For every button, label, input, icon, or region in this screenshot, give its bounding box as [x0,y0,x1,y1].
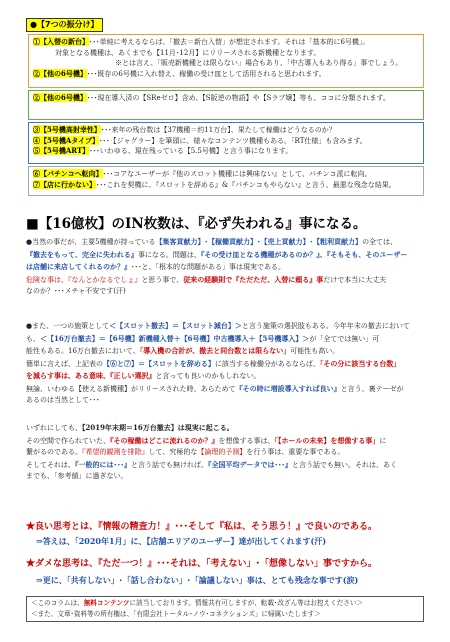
text-run: と言う話でも無い。それは、あく [292,460,397,469]
highlight-run: 『撤去をもって、完全に失われる』 [26,249,138,259]
item-no-visit [33,180,419,191]
text-run: と思う事で、 [141,275,184,284]
text-line [26,274,424,287]
item-text: ･･･既存の6号機に入れ替え、稼働の受け皿として活用されると思われます。 [86,69,326,78]
item-label: ④【5号機Aタイプ】 [33,135,100,145]
item-new-machines [33,37,419,48]
item-5gou-art [33,146,419,157]
warning-run: 「【ホールの未来】を想像する事」 [274,435,380,445]
warning-run: を減らす事は、ある意味、『正しい選択』 [26,371,156,380]
warning-run: 「導入機の合計が、撤去と同台数とは限らない」 [139,346,291,355]
item-text: ･･･単純に考えるならば、「撤去＝新台入替」が想定されます。それは「基本的に6号機」。 [89,38,370,46]
text-run: 簡単に言えば、上記表の [26,359,103,368]
text-run: ●当然の事だが、主要5機種が持っている [26,238,156,246]
text-line [26,447,424,459]
text-run: 事になる。問題は、 [137,250,201,259]
text-run: の全ては、 [362,238,398,246]
text-run: いずれにしても、 [26,424,82,432]
text-run: を行う事は、重要な事である。 [246,448,345,456]
text-run: 繋がるのである。 [26,448,82,456]
bad-thinking-note: ⇒更に、「共有しない」･「話し合わない」･「論議しない」事は、とても残念な事です(涙) [36,575,359,585]
item-text: ･･･来年の残台数は【37機種＝約11万台】、果たして稼働はどうなるのか？ [100,126,336,134]
text-run: は現実に起こる。 [177,423,234,432]
warning-run: 『その稼働はどこに流れるのか？』 [110,435,219,445]
text-line [26,286,424,298]
highlight-run: 『一般的には･･･』 [75,459,131,469]
item-other-6gou [33,69,419,80]
text-line [26,236,424,249]
text-line [26,422,424,435]
text-line [26,459,424,472]
item-label: ⑤【5号機ART】 [33,146,90,155]
item-label: ⑥【パチンコへ転向】 [33,169,103,178]
text-line [26,261,424,274]
item-text: ･･･【ジャグラー】を筆頭に、様々なコンテンツ機種もある。「RT仕様」も含みます。 [99,136,367,145]
item-label: ②【他の6号機】 [33,93,87,102]
item-note: ※とは言え、「販売新機種とは限らない」場合もあり、「中古導入もあり得る」事でしょう。 [115,59,403,67]
bad-thinking-heading: ★ダメな思考は、『ただ一つ！』･･･それは、「考えない」･「想像しない」事ですから。 [26,559,378,569]
item-label: ③【5号機高射幸性】 [33,125,101,134]
text-run: までも、「参考値」に過ぎない。 [26,472,128,480]
copyright-notice [26,596,424,622]
text-line [26,471,424,483]
highlight-run: ＜【スロット撤去】＝【スロット減台】＞ [109,321,242,330]
paragraph-lost-contribution [26,236,424,298]
warning-run: 危険な事は、『なんとかなるでしょ』 [26,275,142,284]
classification-box-other-6gou [28,90,424,120]
item-text: ･･･現在導入済の【SReゼロ】含め、【S阪逆の物語】や【Sラブ嬢】等も、ココに分類されます。 [86,94,390,102]
item-label: ⑦【店に行かない】 [33,179,96,189]
highlight-run: ＜【16万台撤去】＝【6号機】新機種入替＋【6号機】中古機導入＋【5号機導入】＞ [40,333,310,343]
classification-box-leaving [28,166,424,196]
text-run: を想像する事は、 [218,436,275,445]
item-note: 対象となる機種は、あくまでも【11月･12月】にリリースされる新機種となります。 [55,48,321,57]
warning-run: 【論理的予測】 [197,448,247,456]
item-text: ･･･コアなユーザーが『他のスロット機種には興味ない』として、パチンコ派に転向。 [102,170,372,178]
text-run: に該当する稼働分があるならば、 [214,359,320,368]
item-other-6gou-detail [33,93,419,104]
item-label: ②【他の6号機】 [33,68,87,78]
text-run: ･･･と、「根本的な問題がある」事は現実である。 [131,263,285,271]
text-run: あるのは当然として･･･ [26,396,100,404]
paragraph-future [26,422,424,483]
highlight-run: 『その時に増設導入すれば良い』 [235,383,341,393]
warning-run: 『希望的観測を排除』 [82,448,149,456]
text-line [26,345,424,358]
text-run: そしてそれは、 [26,460,75,469]
paragraph-reduce-units [26,320,424,407]
text-line [26,358,424,371]
section-tag: ●【7つの振分け】 [26,18,103,32]
text-line [26,333,424,346]
notice-line: ＜また、文章･資料等の所有権は、「有限会社トータル･ノウ･コネクションズ」に帰属いたします＞ [31,610,321,618]
text-run: と言う施策の選択肢もある。今年年末の撤去において [241,322,410,330]
highlight-run: 『その受け皿となる機種があるのか？』、『そもそも、そのユーザー [200,249,408,259]
classification-box-new-machines [28,34,424,88]
warning-run: 「その分に該当する台数」 [319,358,401,368]
highlight-run: 【集客貢献力】･【稼働貢献力】･【売上貢献力】･【粗利貢献力】 [155,237,363,246]
highlight-run: 【2019年末期＝16万台撤去】 [82,423,178,432]
highlight-run: 『全国平均データでは･･･』 [208,459,292,469]
text-run: 可能性も高い。 [290,347,340,355]
text-line [26,370,424,383]
text-line [26,395,424,407]
highlight-run: は店舗に来店してくれるのか？』 [26,262,131,271]
text-run: と言う、裏テーゼが [340,384,404,393]
text-line [26,435,424,448]
item-pachinko [33,169,419,180]
text-run: と言う話でも無ければ、 [131,460,208,469]
text-run: が「全てでは無い」可 [309,334,380,343]
classification-box-5gou [28,122,424,164]
text-run: に該当しております。情報共有可しますが、転載･改ざん等はお控えください＞ [129,599,364,607]
text-run: だけで本当に大丈夫 [323,275,387,284]
text-line [26,320,424,333]
item-5gou-a [33,136,419,147]
text-run: に [379,436,387,445]
section-title: ■【16億枚】のIN枚数は、『必ず失われる』事になる。 [26,216,367,232]
text-run: なのか？･･･メチャ不安です(汗) [26,287,126,295]
item-text: ･･･これを契機に、『スロットを辞める』&『パチンコもやらない』と言う、最悪な残念な結果。 [96,180,396,189]
text-run: も、 [26,334,40,343]
text-run: と言っても良いのかもしれない。 [155,372,261,380]
text-line [26,383,424,396]
text-run: ●また、一つの施策として [26,322,110,330]
text-run: して、究極的な [148,448,198,456]
text-line [26,249,424,262]
notice-line [31,598,419,609]
free-content-label: 無料コンテンツ [83,599,130,607]
warning-run: 従来の経験則で『ただただ、入替に頼る』事 [183,274,324,284]
text-run: 能性もある。16万台撤去において、 [26,347,140,355]
good-thinking-answer: ⇒答えは、「2020年1月」に、【店舗エリアのユーザー】達が出してくれます(汗) [36,536,327,546]
text-run: その空間で作られていた、 [26,436,110,445]
item-5gou-high [33,125,419,136]
item-label: ①【入替の新台】 [33,37,89,46]
good-thinking-heading: ★良い思考とは、『情報の精査力！』･･･そして『私は、そう思う！』で良いのである。 [26,522,378,532]
item-text: ･･･いわゆる、現在残っている【5.5号機】と言う事になります。 [89,147,293,155]
highlight-run: 【⑥と⑦】＝【スロットを辞める】 [103,358,215,368]
text-run: ＜このコラムは、 [31,599,84,607]
text-run: 無論、いわゆる【使える新機種】がリリースされた時、あらためて [26,384,236,393]
